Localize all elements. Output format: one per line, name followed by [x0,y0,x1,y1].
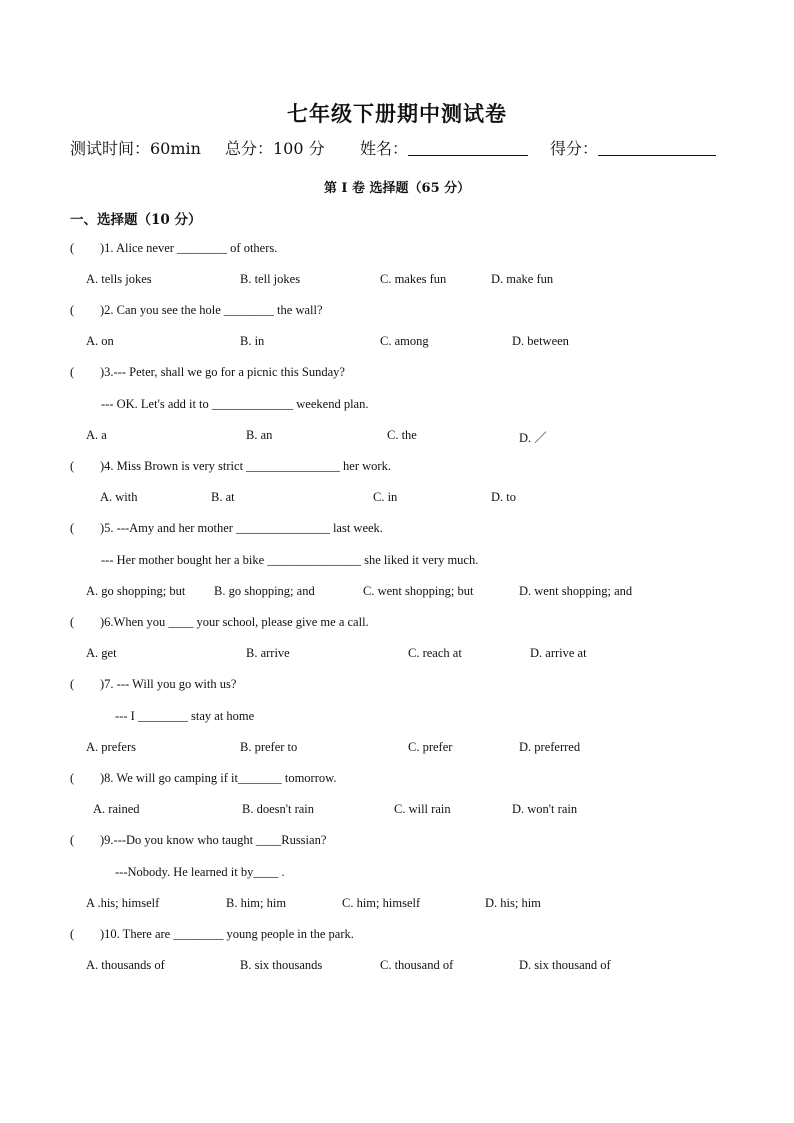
question-2: ( )2. Can you see the hole ________ the wall? [70,303,323,317]
question-4: ( )4. Miss Brown is very strict _______________ her work. [70,459,391,473]
q2-option-a: A. on [86,334,114,348]
name-blank[interactable] [408,139,528,156]
question-3-line-2: --- OK. Let's add it to _____________ weekend plan. [101,397,369,411]
question-1: ( )1. Alice never ________ of others. [70,241,278,255]
q2-option-b: B. in [240,334,265,348]
q6-option-c: C. reach at [408,646,462,660]
question-9: ( )9.---Do you know who taught ____Russian? [70,833,327,847]
question-6: ( )6.When you ____ your school, please give me a call. [70,615,369,629]
question-10: ( )10. There are ________ young people in the park. [70,927,354,941]
question-7-line-2: --- I ________ stay at home [115,709,255,723]
q4-option-c: C. in [373,490,398,504]
part-heading: 一、选择题（10 分） [70,212,202,228]
q10-option-a: A. thousands of [86,958,165,972]
q5-option-c: C. went shopping; but [363,584,474,598]
question-5-line-2: --- Her mother bought her a bike _______________ she liked it very much. [101,553,479,567]
q9-option-b: B. him; him [226,896,287,910]
q7-option-a: A. prefers [86,740,136,754]
q6-option-a: A. get [86,646,117,660]
q9-option-c: C. him; himself [342,896,421,910]
q4-option-b: B. at [211,490,235,504]
q3-option-c: C. the [387,428,417,442]
q10-option-c: C. thousand of [380,958,454,972]
q1-option-b: B. tell jokes [240,272,301,286]
q7-option-d: D. preferred [519,740,581,754]
q8-option-a: A. rained [93,802,140,816]
question-8: ( )8. We will go camping if it_______ tomorrow. [70,771,337,785]
q1-option-c: C. makes fun [380,272,447,286]
q6-option-d: D. arrive at [530,646,587,660]
q10-option-b: B. six thousands [240,958,323,972]
name-label: 姓名： [360,139,409,158]
q10-option-d: D. six thousand of [519,958,611,972]
score-label: 得分： [550,139,599,158]
q1-option-a: A. tells jokes [86,272,152,286]
q3-option-b: B. an [246,428,273,442]
q9-option-a: A .his; himself [86,896,160,910]
question-7: ( )7. --- Will you go with us? [70,677,237,691]
test-time: 测试时间：60min [70,139,201,158]
q3-option-d: D. ／ [519,431,547,445]
q6-option-b: B. arrive [246,646,290,660]
total-score: 总分：100 分 [225,139,325,158]
q4-option-a: A. with [100,490,138,504]
q9-option-d: D. his; him [485,896,541,910]
q2-option-d: D. between [512,334,569,348]
q7-option-c: C. prefer [408,740,453,754]
question-5: ( )5. ---Amy and her mother _______________ last week. [70,521,383,535]
q8-option-d: D. won't rain [512,802,578,816]
q5-option-d: D. went shopping; and [519,584,633,598]
q5-option-b: B. go shopping; and [214,584,315,598]
q8-option-b: B. doesn't rain [242,802,315,816]
exam-meta [70,136,740,159]
section-heading: 第 I 卷 选择题（65 分） [323,181,471,196]
page-title: 七年级下册期中测试卷 [287,101,507,126]
q8-option-c: C. will rain [394,802,451,816]
question-9-line-2: ---Nobody. He learned it by____ . [115,865,285,879]
q7-option-b: B. prefer to [240,740,298,754]
score-blank[interactable] [598,139,716,156]
q3-option-a: A. a [86,428,107,442]
q4-option-d: D. to [491,490,516,504]
q1-option-d: D. make fun [491,272,554,286]
question-3: ( )3.--- Peter, shall we go for a picnic this Sunday? [70,365,345,379]
q2-option-c: C. among [380,334,429,348]
q5-option-a: A. go shopping; but [86,584,186,598]
